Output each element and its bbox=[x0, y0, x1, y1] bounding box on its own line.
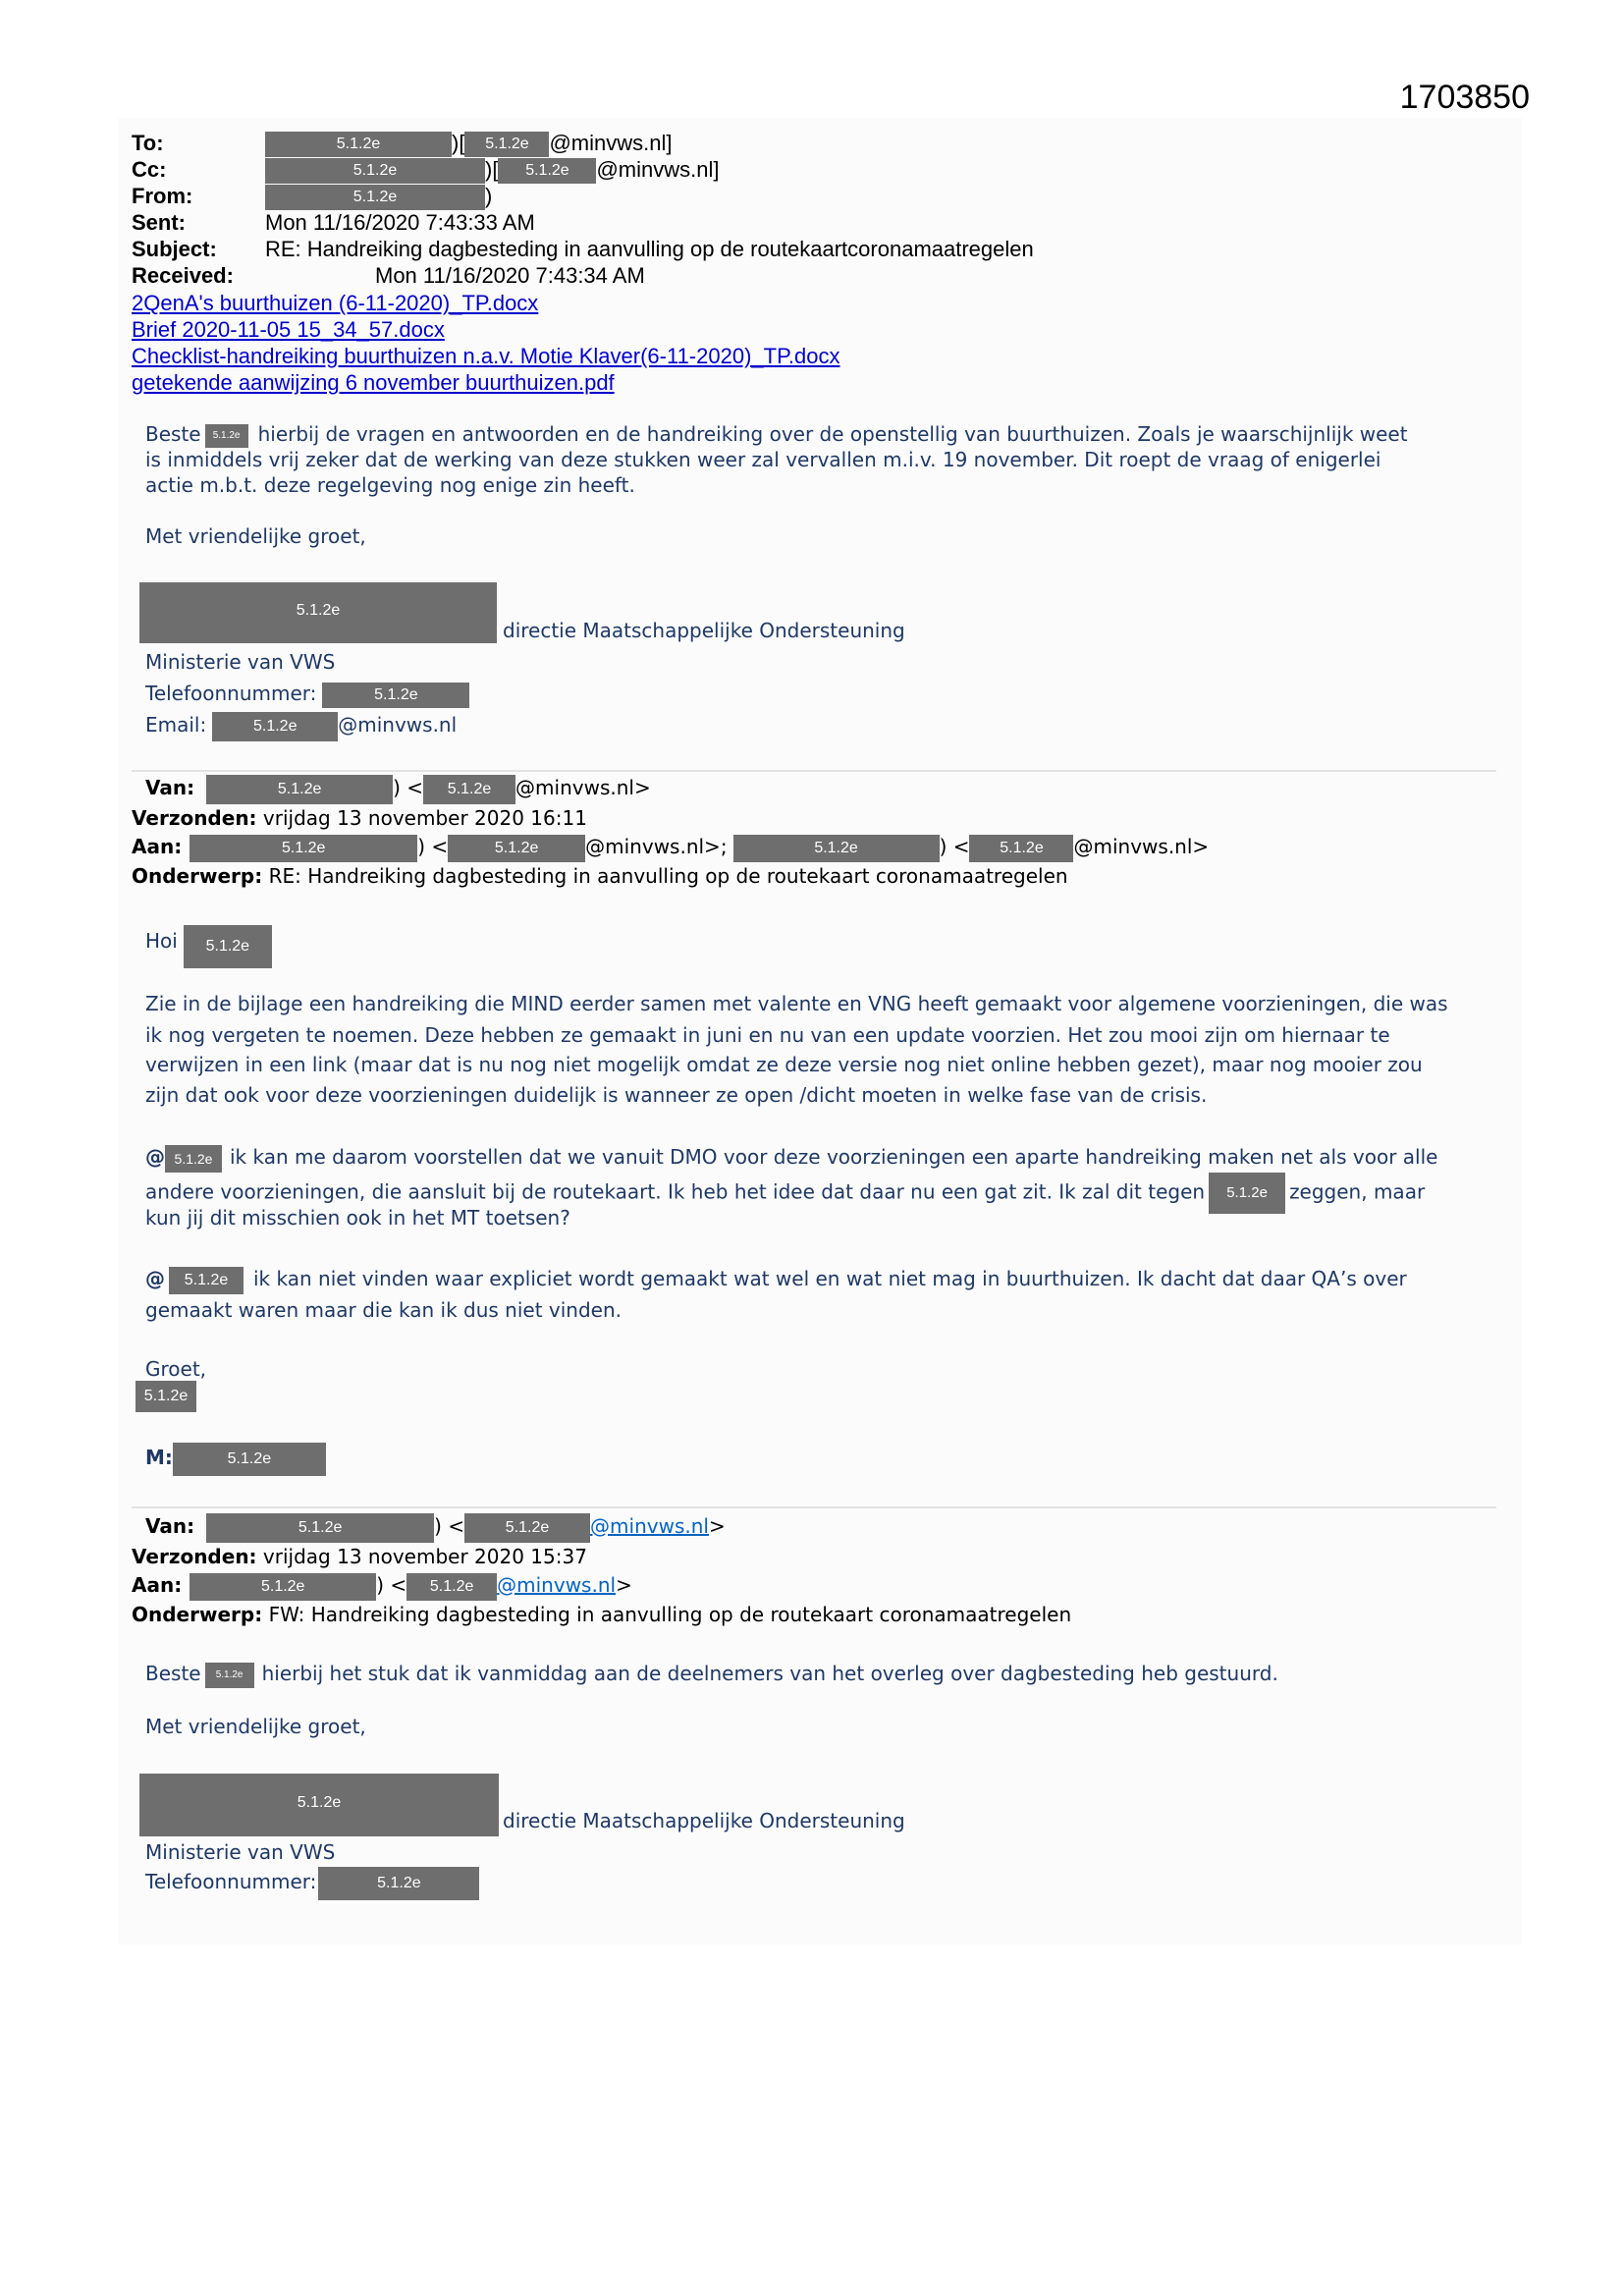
at-sign: @ bbox=[145, 1145, 165, 1169]
body-text: zeggen, maar bbox=[1289, 1179, 1426, 1204]
van-label: Van: bbox=[145, 776, 195, 799]
to-row bbox=[132, 130, 672, 157]
body-text: zijn dat ook voor deze voorzieningen duidelijk is wanneer ze open /dicht moeten in welke fase van de crisis. bbox=[145, 1083, 1208, 1107]
signature-email bbox=[145, 709, 457, 741]
received-row bbox=[132, 262, 645, 289]
van-label: Van: bbox=[145, 1514, 195, 1538]
body-text: Zie in de bijlage een handreiking die MIND eerder samen met valente en VNG heeft gemaakt voor algemene voorzieningen, die was bbox=[145, 992, 1448, 1015]
subject-row bbox=[132, 236, 1034, 262]
cc-label: Cc: bbox=[132, 157, 167, 182]
attachment-link[interactable]: Checklist-handreiking buurthuizen n.a.v. Motie Klaver(6-11-2020)_TP.docx bbox=[132, 344, 840, 368]
redaction-box: 5.1.2e bbox=[406, 1573, 497, 1601]
aan-label: Aan: bbox=[132, 1573, 183, 1597]
redaction-box: 5.1.2e bbox=[464, 132, 549, 157]
redaction-box: 5.1.2e bbox=[265, 158, 485, 184]
cc-row bbox=[132, 156, 719, 184]
greeting: Hoi bbox=[145, 929, 178, 953]
verzonden-value: vrijdag 13 november 2020 16:11 bbox=[262, 806, 587, 830]
signature-phone bbox=[145, 678, 469, 709]
body-text: andere voorzieningen, die aansluit bij de routekaart. Ik heb het idee dat daar nu een gat zit. Ik zal dit tegen bbox=[145, 1179, 1206, 1204]
verzonden-value: vrijdag 13 november 2020 15:37 bbox=[262, 1545, 587, 1568]
signature-ministerie: Ministerie van VWS bbox=[145, 650, 336, 674]
phone-label: Telefoonnummer: bbox=[145, 1870, 317, 1893]
signature-directie: directie Maatschappelijke Ondersteuning bbox=[503, 619, 905, 642]
signature-ministerie: Ministerie van VWS bbox=[145, 1840, 336, 1864]
body-text: verwijzen in een link (maar dat is nu nog niet mogelijk omdat ze deze versie nog niet online hebben gezet), maar nog mooier zou bbox=[145, 1053, 1423, 1076]
msg2-onderwerp-row bbox=[132, 860, 1068, 892]
greeting: Beste bbox=[145, 1662, 201, 1685]
mobile-line bbox=[145, 1442, 326, 1476]
separator bbox=[132, 1506, 1496, 1508]
redaction-box: 5.1.2e bbox=[448, 835, 585, 862]
cc-domain: @minvws.nl] bbox=[596, 157, 720, 182]
aan-domain: @minvws.nl> bbox=[1073, 835, 1210, 858]
to-label: To: bbox=[132, 131, 164, 155]
redaction-box: 5.1.2e bbox=[265, 132, 452, 157]
body-text: hierbij het stuk dat ik vanmiddag aan de deelnemers van het overleg over dagbesteding heb gestuurd. bbox=[261, 1662, 1278, 1685]
body-text: ik nog vergeten te noemen. Deze hebben ze gemaakt in juni en nu van een update voorzien. Het zou mooi zijn om hiernaar te bbox=[145, 1023, 1390, 1047]
redaction-box: 5.1.2e bbox=[212, 712, 338, 741]
mention-line bbox=[145, 1263, 1407, 1294]
redaction-box: 5.1.2e bbox=[733, 835, 940, 862]
msg2-verzonden-row bbox=[132, 802, 587, 834]
onderwerp-value: RE: Handreiking dagbesteding in aanvulling op de routekaart coronamaatregelen bbox=[268, 864, 1068, 888]
redaction-box: 5.1.2e bbox=[206, 775, 393, 804]
redaction-box: 5.1.2e bbox=[139, 582, 497, 643]
onderwerp-value: FW: Handreiking dagbesteding in aanvulling op de routekaart coronamaatregelen bbox=[268, 1603, 1072, 1626]
email-label: Email: bbox=[145, 713, 207, 737]
closing: Met vriendelijke groet, bbox=[145, 1715, 366, 1738]
van-end: > bbox=[708, 1514, 726, 1538]
body-text: is inmiddels vrij zeker dat de werking van deze stukken weer zal vervallen m.i.v. 19 november. Dit roept de vraag of enigerlei bbox=[145, 448, 1381, 471]
aan-end: > bbox=[616, 1573, 632, 1597]
to-separator: )[ bbox=[452, 131, 465, 155]
email-domain: @minvws.nl bbox=[338, 713, 458, 737]
msg3-onderwerp-row bbox=[132, 1599, 1071, 1630]
msg3-van-row bbox=[145, 1510, 726, 1543]
received-value: Mon 11/16/2020 7:43:34 AM bbox=[375, 263, 645, 288]
groet: Groet, bbox=[145, 1357, 207, 1381]
van-separator: ) < bbox=[393, 776, 424, 799]
aan-label: Aan: bbox=[132, 835, 183, 858]
subject-label: Subject: bbox=[132, 237, 217, 261]
body-text: actie m.b.t. deze regelgeving nog enige zin heeft. bbox=[145, 473, 635, 497]
redaction-box: 5.1.2e bbox=[318, 1867, 479, 1900]
sent-value: Mon 11/16/2020 7:43:33 AM bbox=[265, 210, 535, 235]
aan-separator: ) < bbox=[939, 835, 970, 858]
van-email-link[interactable]: @minvws.nl bbox=[590, 1514, 709, 1538]
page-number: 1703850 bbox=[1399, 79, 1530, 116]
cc-separator: )[ bbox=[485, 157, 499, 182]
at-sign: @ bbox=[145, 1267, 165, 1290]
sent-label: Sent: bbox=[132, 210, 186, 235]
signature-directie: directie Maatschappelijke Ondersteuning bbox=[503, 1809, 905, 1832]
attachment-link[interactable]: getekende aanwijzing 6 november buurthuizen.pdf bbox=[132, 370, 615, 395]
sent-row bbox=[132, 209, 535, 236]
from-row bbox=[132, 183, 492, 210]
mobile-label: M: bbox=[145, 1446, 173, 1469]
redaction-box: 5.1.2e bbox=[165, 1145, 222, 1173]
redaction-box: 5.1.2e bbox=[206, 1513, 434, 1543]
msg3-verzonden-row bbox=[132, 1541, 587, 1572]
redaction-box: 5.1.2e bbox=[1209, 1173, 1285, 1214]
msg3-line bbox=[145, 1658, 1278, 1689]
body-text: ik kan niet vinden waar expliciet wordt gemaakt wat wel en wat niet mag in buurthuizen. Ik dacht dat daar QA’s over bbox=[253, 1267, 1407, 1290]
onderwerp-label: Onderwerp: bbox=[132, 864, 263, 888]
redaction-box: 5.1.2e bbox=[139, 1774, 499, 1836]
body-text: kun jij dit misschien ook in het MT toetsen? bbox=[145, 1206, 570, 1230]
received-label: Received: bbox=[132, 263, 234, 288]
to-domain: @minvws.nl] bbox=[549, 131, 673, 155]
redaction-box: 5.1.2e bbox=[205, 1663, 254, 1688]
msg2-van-row bbox=[145, 772, 651, 804]
redaction-box: 5.1.2e bbox=[135, 1381, 196, 1412]
verzonden-label: Verzonden: bbox=[132, 806, 257, 830]
aan-domain: @minvws.nl>; bbox=[585, 835, 728, 858]
signature-phone bbox=[145, 1866, 479, 1900]
van-separator: ) < bbox=[434, 1514, 465, 1538]
body-text: gemaakt waren maar die kan ik dus niet vinden. bbox=[145, 1298, 622, 1322]
from-label: From: bbox=[132, 184, 193, 208]
verzonden-label: Verzonden: bbox=[132, 1545, 257, 1568]
redaction-box: 5.1.2e bbox=[205, 424, 248, 448]
onderwerp-label: Onderwerp: bbox=[132, 1603, 263, 1626]
van-domain: @minvws.nl> bbox=[515, 776, 651, 799]
subject-value: RE: Handreiking dagbesteding in aanvulling op de routekaartcoronamaatregelen bbox=[265, 237, 1034, 261]
hoi-line bbox=[145, 925, 272, 968]
msg2-aan-row bbox=[132, 831, 1209, 862]
attachment-link[interactable]: Brief 2020-11-05 15_34_57.docx bbox=[132, 317, 445, 342]
attachment-link[interactable]: 2QenA's buurthuizen (6-11-2020)_TP.docx bbox=[132, 291, 539, 315]
body-text: ik kan me daarom voorstellen dat we vanuit DMO voor deze voorzieningen een aparte handreiking maken net als voor alle bbox=[230, 1145, 1438, 1169]
redaction-box: 5.1.2e bbox=[184, 925, 272, 968]
aan-email-link[interactable]: @minvws.nl bbox=[497, 1573, 617, 1597]
closing: Met vriendelijke groet, bbox=[145, 524, 366, 548]
redaction-box: 5.1.2e bbox=[189, 835, 417, 862]
redaction-box: 5.1.2e bbox=[464, 1513, 590, 1543]
aan-separator: ) < bbox=[417, 835, 449, 858]
aan-separator: ) < bbox=[376, 1573, 407, 1597]
mention-line bbox=[145, 1141, 1437, 1173]
redaction-box: 5.1.2e bbox=[322, 683, 469, 708]
redaction-box: 5.1.2e bbox=[969, 835, 1073, 862]
redaction-box: 5.1.2e bbox=[189, 1573, 376, 1601]
redaction-box: 5.1.2e bbox=[265, 185, 485, 210]
body-text: hierbij de vragen en antwoorden en de handreiking over de openstellig van buurthuizen. Zoals je waarschijnlijk weet bbox=[257, 422, 1408, 446]
phone-label: Telefoonnummer: bbox=[145, 682, 317, 705]
greeting: Beste bbox=[145, 422, 201, 446]
redaction-box: 5.1.2e bbox=[423, 775, 515, 804]
redaction-box: 5.1.2e bbox=[173, 1443, 326, 1476]
redaction-box: 5.1.2e bbox=[169, 1267, 244, 1294]
msg3-aan-row bbox=[132, 1569, 632, 1601]
from-value: ) bbox=[485, 184, 493, 208]
redaction-box: 5.1.2e bbox=[498, 158, 596, 184]
